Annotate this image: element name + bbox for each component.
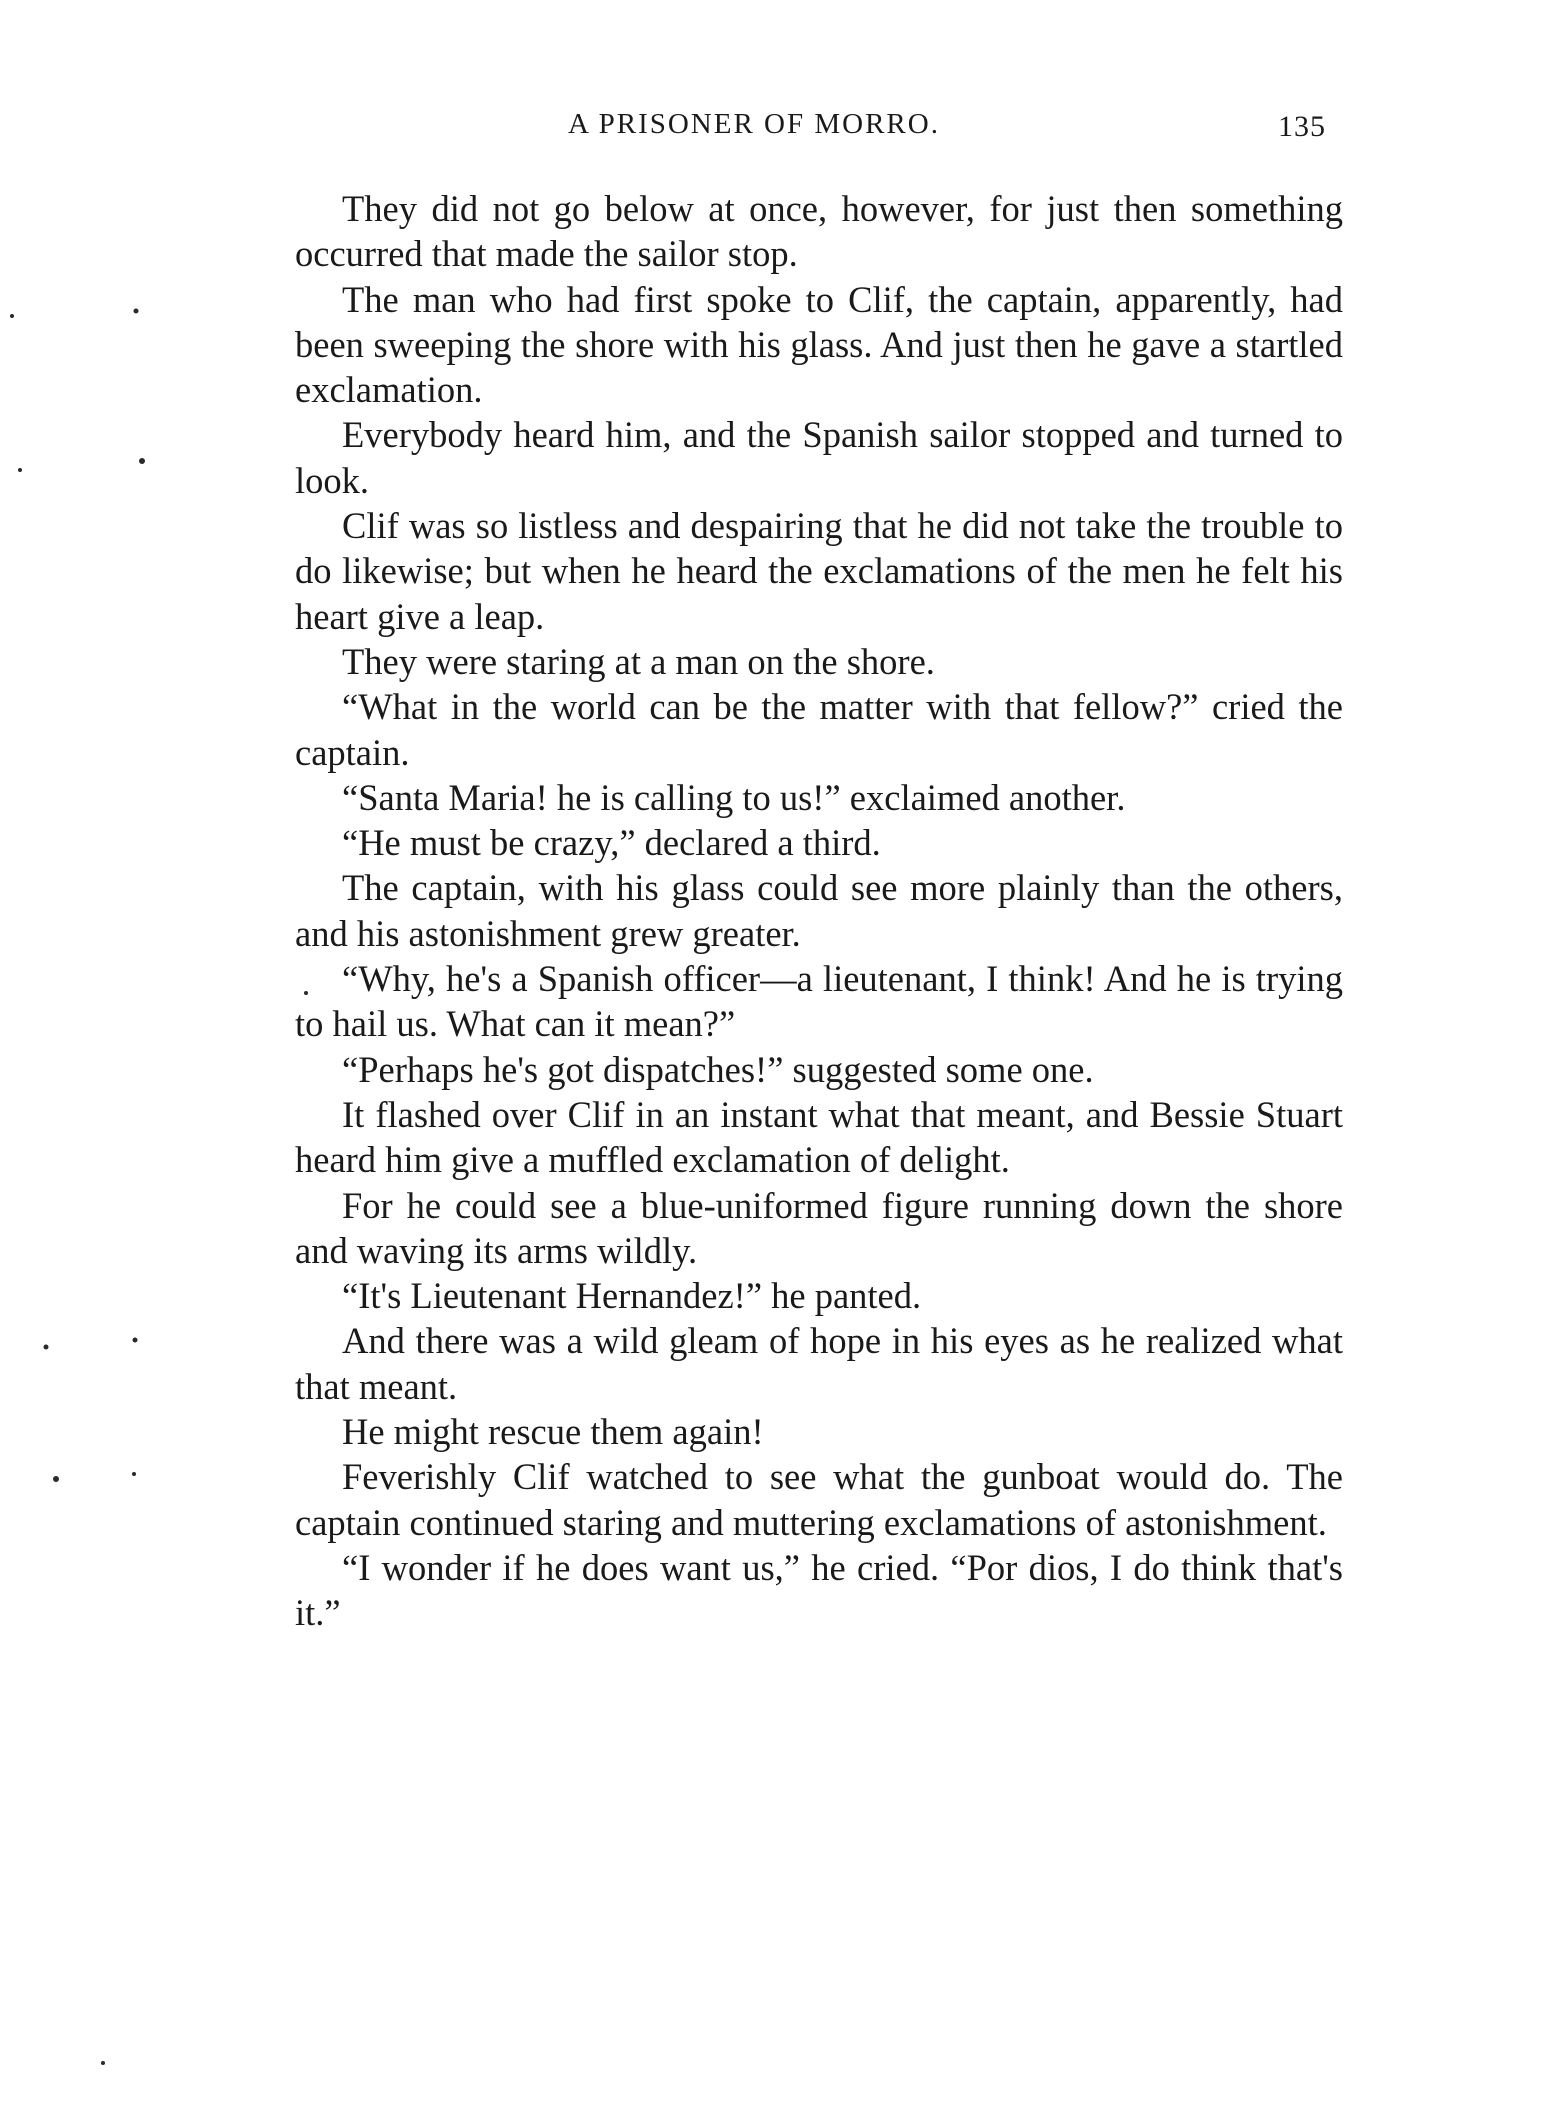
running-title: A PRISONER OF MORRO. [568,108,940,140]
paragraph: “Santa Maria! he is calling to us!” exclaimed another. [342,776,1126,818]
paragraph: “It's Lieutenant Hernandez!” he panted. [342,1275,922,1317]
paragraph: The man who had first spoke to Clif, the captain, apparently, had been sweeping the shore with his glass. And just then he gave a startled exclamation. [295,278,1343,411]
paragraph: The captain, with his glass could see more plainly than the others, and his astonishment grew greater. [295,867,1343,954]
paragraph: “Perhaps he's got dispatches!” suggested some one. [342,1048,1094,1090]
paragraph: For he could see a blue-uniformed figure running down the shore and waving its arms wildly. [295,1184,1343,1271]
paragraph: Everybody heard him, and the Spanish sailor stopped and turned to look. [295,414,1343,501]
running-head [0,108,1543,148]
page-number: 135 [1278,110,1326,143]
body-text [295,186,1343,1636]
paragraph: “He must be crazy,” declared a third. [342,822,881,864]
paragraph: Clif was so listless and despairing that he did not take the trouble to do likewise; but when he heard the exclamations of the men he felt his heart give a leap. [295,505,1343,637]
paragraph: They were staring at a man on the shore. [342,640,935,682]
paragraph: It flashed over Clif in an instant what that meant, and Bessie Stuart heard him give a muffled exclamation of delight. [295,1093,1343,1181]
paragraph: He might rescue them again! [342,1411,764,1453]
paragraph: And there was a wild gleam of hope in his eyes as he realized what that meant. [295,1320,1343,1407]
paragraph: “I wonder if he does want us,” he cried. “Por dios, I do think that's it.” [295,1546,1343,1634]
paragraph: They did not go below at once, however, for just then something occurred that made the sailor stop. [295,188,1343,275]
paragraph: “Why, he's a Spanish officer—a lieutenant, I think! And he is trying to hail us. What can it mean?” [295,958,1343,1045]
paragraph: Feverishly Clif watched to see what the gunboat would do. The captain continued staring and muttering exclamations of astonishment. [295,1456,1343,1543]
paragraph: “What in the world can be the matter with that fellow?” cried the captain. [295,686,1343,773]
